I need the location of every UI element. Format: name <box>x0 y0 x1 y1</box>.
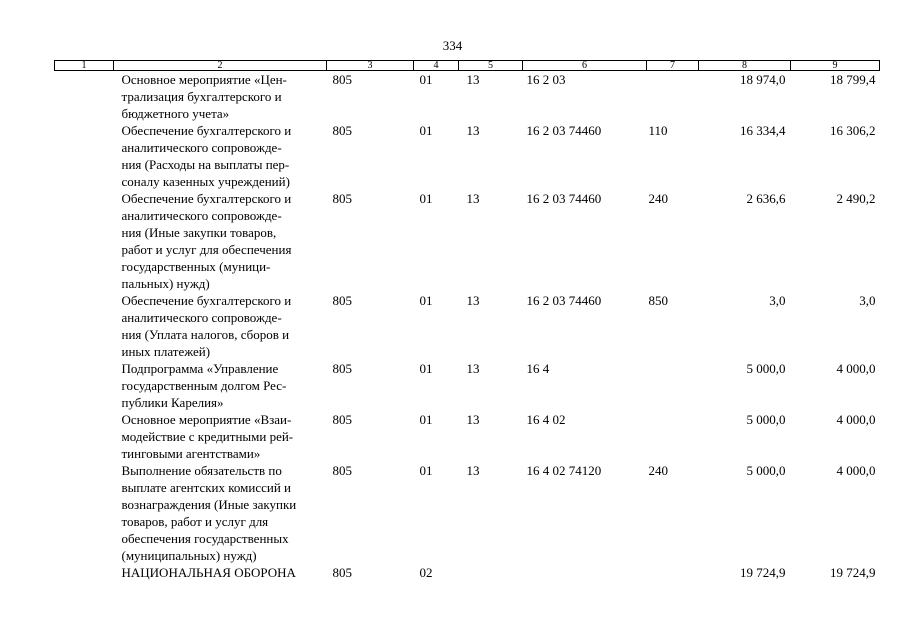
row-cell-1 <box>55 190 114 292</box>
row-code-5 <box>459 564 523 581</box>
row-amount-9: 16 306,2 <box>830 123 876 138</box>
row-code-7: 240 <box>648 463 668 478</box>
row-code-4: 01 <box>419 412 433 427</box>
row-code-3: 805 <box>332 565 352 580</box>
row-code-3: 805 <box>332 191 352 206</box>
row-amount-8: 19 724,9 <box>740 565 786 580</box>
row-code-7: 240 <box>648 191 668 206</box>
row-code-5: 13 <box>466 191 480 206</box>
row-code-3: 805 <box>332 463 352 478</box>
page-number: 334 <box>442 38 463 53</box>
row-amount-9: 19 724,9 <box>830 565 876 580</box>
row-code-4: 01 <box>419 191 433 206</box>
table-row <box>55 122 880 190</box>
row-code-6: 16 4 02 74120 <box>526 463 602 478</box>
row-amount-9: 18 799,4 <box>830 72 876 87</box>
row-name: Обеспечение бухгалтерского и аналитического сопровожде- ния (Иные закупки товаров, работ и услуг для обеспечения государственных (муници- пальных) нужд) <box>121 191 292 291</box>
row-code-3: 805 <box>332 412 352 427</box>
row-code-6: 16 2 03 <box>526 72 566 87</box>
row-code-4: 01 <box>419 293 433 308</box>
row-code-3: 805 <box>332 361 352 376</box>
row-code-7 <box>647 411 699 462</box>
table-row <box>55 360 880 411</box>
row-name: Основное мероприятие «Взаи- модействие с кредитными рей- тинговыми агентствами» <box>121 412 294 461</box>
row-code-7 <box>647 360 699 411</box>
row-amount-8: 16 334,4 <box>740 123 786 138</box>
row-name: Обеспечение бухгалтерского и аналитического сопровожде- ния (Расходы на выплаты пер- соналу казенных учреждений) <box>121 123 292 189</box>
row-code-7: 850 <box>648 293 668 308</box>
table-row <box>55 411 880 462</box>
row-cell-1 <box>55 292 114 360</box>
row-name: Обеспечение бухгалтерского и аналитического сопровожде- ния (Уплата налогов, сборов и иных платежей) <box>121 293 292 359</box>
row-amount-8: 18 974,0 <box>740 72 786 87</box>
row-code-5: 13 <box>466 412 480 427</box>
row-code-6: 16 2 03 74460 <box>526 123 602 138</box>
row-amount-9: 4 000,0 <box>836 361 876 376</box>
column-number-header-row <box>55 61 880 71</box>
row-amount-9: 4 000,0 <box>836 463 876 478</box>
row-code-3: 805 <box>332 72 352 87</box>
column-header-3: 3 <box>327 61 414 71</box>
row-code-6: 16 4 02 <box>526 412 566 427</box>
row-cell-1 <box>55 564 114 581</box>
row-amount-9: 3,0 <box>859 293 876 308</box>
column-header-7: 7 <box>647 61 699 71</box>
row-cell-1 <box>55 360 114 411</box>
row-cell-1 <box>55 411 114 462</box>
row-code-7: 110 <box>648 123 668 138</box>
row-name: НАЦИОНАЛЬНАЯ ОБОРОНА <box>121 565 296 580</box>
row-code-5: 13 <box>466 123 480 138</box>
row-code-6: 16 2 03 74460 <box>526 293 602 308</box>
row-cell-1 <box>55 122 114 190</box>
row-code-3: 805 <box>332 293 352 308</box>
row-name: Выполнение обязательств по выплате агентских комиссий и вознаграждения (Иные закупки товаров, работ и услуг для обеспечения государственных (муниципальных) нужд) <box>121 463 297 563</box>
table-row <box>55 292 880 360</box>
column-header-6: 6 <box>523 61 647 71</box>
column-header-9: 9 <box>791 61 880 71</box>
row-code-4: 01 <box>419 463 433 478</box>
row-amount-8: 5 000,0 <box>746 463 786 478</box>
row-code-4: 01 <box>419 123 433 138</box>
row-code-4: 01 <box>419 361 433 376</box>
row-code-6: 16 2 03 74460 <box>526 191 602 206</box>
row-cell-1 <box>55 71 114 123</box>
row-cell-1 <box>55 462 114 564</box>
column-header-5: 5 <box>459 61 523 71</box>
row-amount-8: 5 000,0 <box>746 361 786 376</box>
column-header-4: 4 <box>414 61 459 71</box>
column-header-2: 2 <box>114 61 327 71</box>
row-code-4: 01 <box>419 72 433 87</box>
row-amount-8: 5 000,0 <box>746 412 786 427</box>
table-row <box>55 462 880 564</box>
table-row <box>55 71 880 123</box>
row-code-5: 13 <box>466 463 480 478</box>
column-header-1: 1 <box>55 61 114 71</box>
table-row <box>55 564 880 581</box>
row-amount-8: 3,0 <box>769 293 786 308</box>
row-code-7 <box>647 71 699 123</box>
budget-table <box>54 60 880 581</box>
row-code-6 <box>523 564 647 581</box>
row-name: Основное мероприятие «Цен- трализация бухгалтерского и бюджетного учета» <box>121 72 287 121</box>
row-amount-9: 2 490,2 <box>836 191 876 206</box>
table-row <box>55 190 880 292</box>
row-amount-9: 4 000,0 <box>836 412 876 427</box>
row-code-6: 16 4 <box>526 361 550 376</box>
row-code-5: 13 <box>466 361 480 376</box>
row-code-7 <box>647 564 699 581</box>
row-code-5: 13 <box>466 72 480 87</box>
column-header-8: 8 <box>699 61 791 71</box>
row-code-4: 02 <box>419 565 433 580</box>
row-code-5: 13 <box>466 293 480 308</box>
row-name: Подпрограмма «Управление государственным долгом Рес- публики Карелия» <box>121 361 287 410</box>
row-code-3: 805 <box>332 123 352 138</box>
row-amount-8: 2 636,6 <box>746 191 786 206</box>
